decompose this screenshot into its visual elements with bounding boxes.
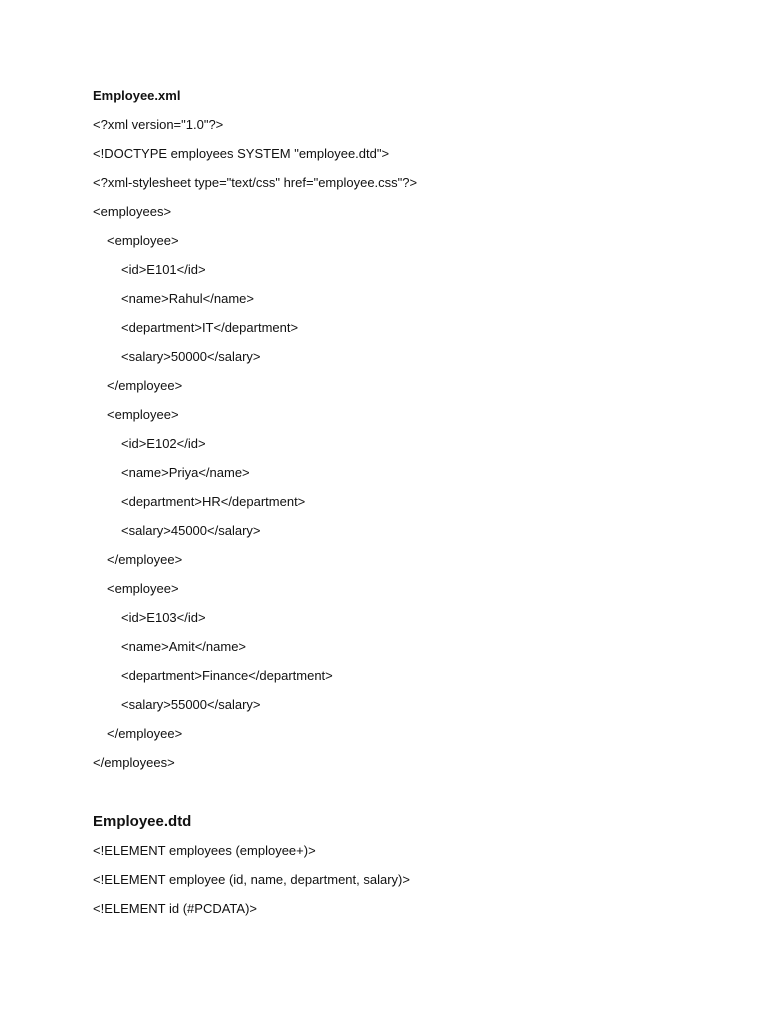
employee-dtd-heading: Employee.dtd: [93, 813, 192, 830]
code-line: </employee>: [107, 552, 183, 567]
code-line: <!DOCTYPE employees SYSTEM "employee.dtd">: [93, 146, 390, 161]
code-line: <!ELEMENT id (#PCDATA)>: [93, 901, 257, 916]
code-line: <!ELEMENT employees (employee+)>: [93, 843, 316, 858]
code-line: <id>E101</id>: [121, 262, 206, 277]
code-line: </employee>: [107, 378, 183, 393]
code-line: <salary>50000</salary>: [121, 349, 261, 364]
code-line: <name>Amit</name>: [121, 639, 247, 654]
code-line: <?xml version="1.0"?>: [93, 117, 224, 132]
employee-xml-section: [93, 86, 733, 773]
code-line: <employees>: [93, 204, 172, 219]
code-line: <employee>: [107, 407, 179, 422]
code-line: <department>Finance</department>: [121, 668, 333, 683]
employee-dtd-code: [93, 841, 733, 919]
code-line: <name>Priya</name>: [121, 465, 250, 480]
code-line: <id>E102</id>: [121, 436, 206, 451]
code-line: <name>Rahul</name>: [121, 291, 254, 306]
employee-xml-code: [93, 115, 733, 773]
code-line: <department>IT</department>: [121, 320, 299, 335]
code-line: <department>HR</department>: [121, 494, 306, 509]
code-line: <id>E103</id>: [121, 610, 206, 625]
code-line: </employee>: [107, 726, 183, 741]
code-line: <salary>45000</salary>: [121, 523, 261, 538]
code-line: <salary>55000</salary>: [121, 697, 261, 712]
employee-xml-heading: Employee.xml: [93, 88, 181, 103]
code-line: <employee>: [107, 581, 179, 596]
code-line: <!ELEMENT employee (id, name, department, salary)>: [93, 872, 410, 887]
employee-dtd-section: [93, 810, 733, 919]
code-line: </employees>: [93, 755, 175, 770]
code-line: <employee>: [107, 233, 179, 248]
code-line: <?xml-stylesheet type="text/css" href="employee.css"?>: [93, 175, 418, 190]
